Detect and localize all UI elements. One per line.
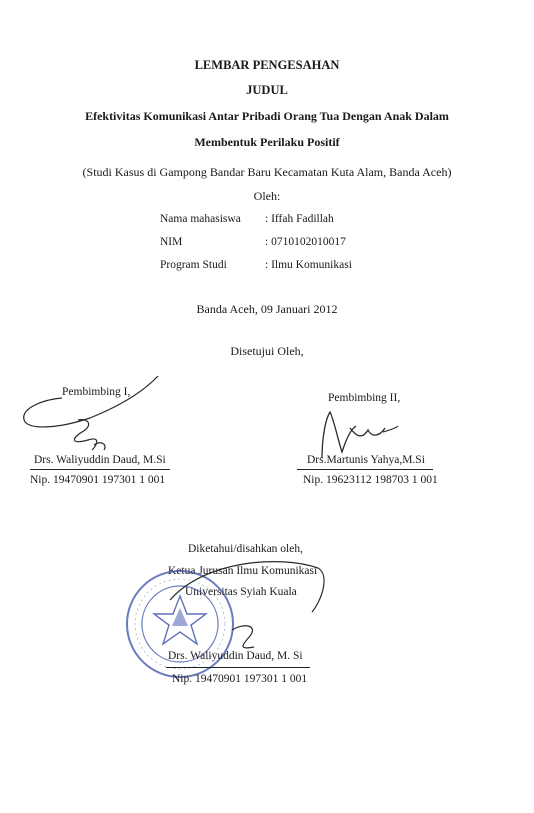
field-label-nim: NIM [160, 236, 183, 248]
judul-line-2: Membentuk Perilaku Positif [194, 135, 340, 149]
subtitle: (Studi Kasus di Gampong Bandar Baru Kecamatan Kuta Alam, Banda Aceh) [82, 165, 452, 179]
ratified-line [166, 667, 310, 668]
field-value-nim: : 0710102010017 [265, 236, 346, 248]
ratified-line-2: Ketua Jurusan Ilmu Komunikasi [168, 565, 318, 577]
oleh-label: Oleh: [253, 189, 281, 203]
pembimbing2-role: Pembimbing II, [328, 392, 401, 404]
place-date: Banda Aceh, 09 Januari 2012 [196, 302, 338, 316]
ratified-nip: Nip. 19470901 197301 1 001 [172, 673, 308, 685]
field-label-prodi: Program Studi [160, 259, 227, 271]
field-label-nama: Nama mahasiswa [160, 213, 241, 225]
judul-label: JUDUL [246, 83, 288, 97]
pembimbing1-role: Pembimbing I, [62, 386, 131, 398]
field-value-nama: : Iffah Fadillah [265, 213, 334, 225]
pembimbing2-nip: Nip. 19623112 198703 1 001 [303, 474, 438, 486]
pembimbing2-name: Drs.Martunis Yahya,M.Si [307, 454, 425, 466]
approved-by: Disetujui Oleh, [230, 344, 304, 358]
ratified-line-3: Universitas Syiah Kuala [185, 586, 297, 598]
ratified-line-1: Diketahui/disahkan oleh, [188, 543, 303, 555]
pembimbing1-nip: Nip. 19470901 197301 1 001 [30, 474, 166, 486]
field-value-prodi: : Ilmu Komunikasi [265, 259, 352, 271]
pembimbing1-name: Drs. Waliyuddin Daud, M.Si [34, 454, 166, 466]
ratified-name: Drs. Waliyuddin Daud, M. Si [168, 650, 303, 662]
judul-line-1: Efektivitas Komunikasi Antar Pribadi Orang Tua Dengan Anak Dalam [85, 109, 449, 123]
page-title: LEMBAR PENGESAHAN [194, 58, 340, 72]
